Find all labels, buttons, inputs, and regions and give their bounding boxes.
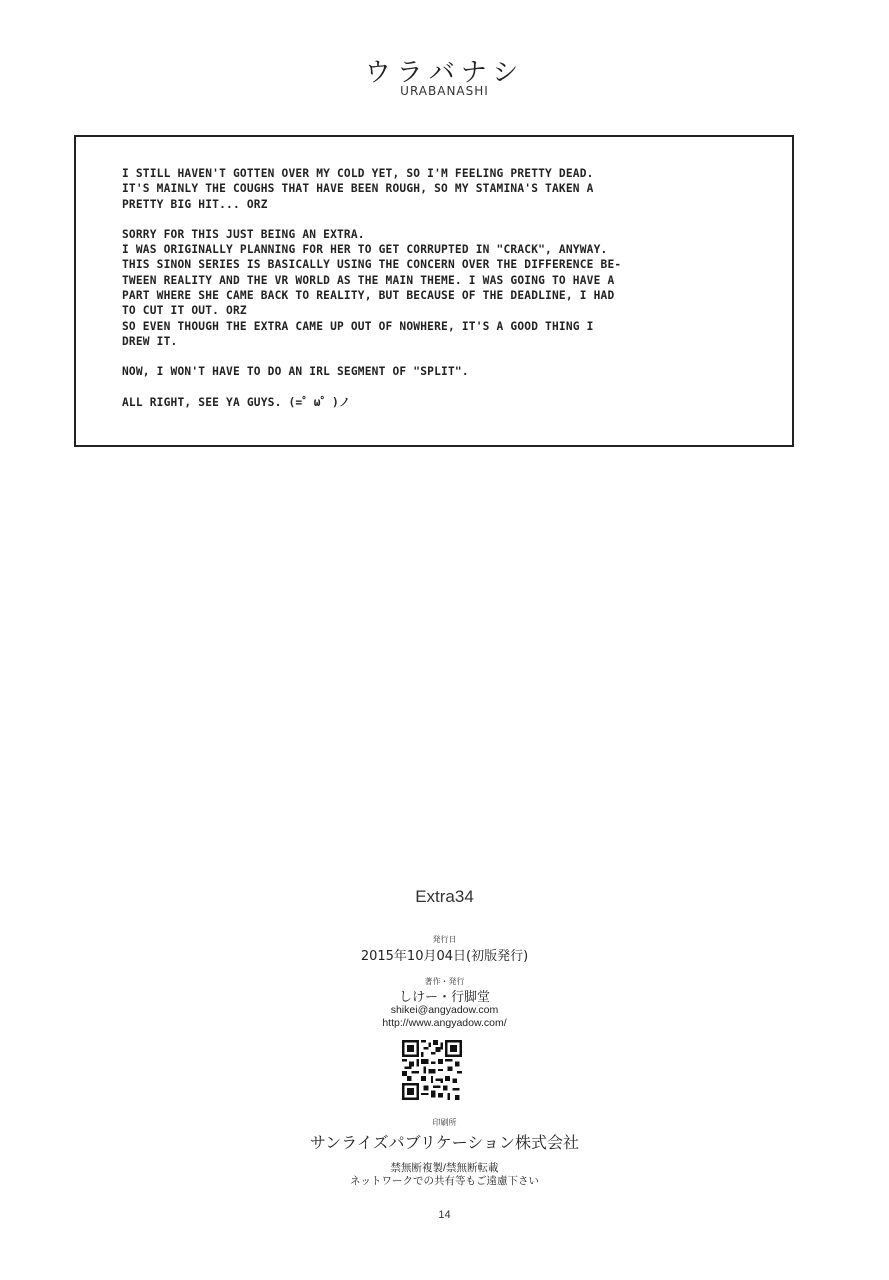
issue-date: 2015年10月04日(初版発行) — [360, 949, 529, 964]
afterword-paragraph: NOW, I WON'T HAVE TO DO AN IRL SEGMENT OF "SPLIT". — [122, 365, 469, 379]
afterword-text — [122, 166, 762, 425]
page-number: 14 — [438, 1209, 451, 1221]
afterword-paragraph: ALL RIGHT, SEE YA GUYS. (=゜ω゜)ノ — [122, 395, 351, 409]
page-header-japanese: ウラバナシ — [364, 58, 525, 88]
sharing-notice: ネットワークでの共有等もご遠慮下さい — [350, 1175, 539, 1187]
author-label: 著作・発行 — [424, 977, 465, 986]
copyright-notice: 禁無断複製/禁無断転載 — [390, 1162, 499, 1174]
page-header-romaji: URABANASHI — [400, 84, 489, 98]
author-website: http://www.angyadow.com/ — [382, 1017, 507, 1029]
book-title: Extra34 — [415, 887, 474, 906]
printer-label: 印刷所 — [432, 1118, 457, 1127]
qr-code — [402, 1040, 462, 1100]
afterword-paragraph: I STILL HAVEN'T GOTTEN OVER MY COLD YET, SO I'M FEELING PRETTY DEAD. IT'S MAINLY THE COUGHS THAT HAVE BEEN ROUGH, SO MY STAMINA'S TAKEN A PRETTY BIG HIT... ORZ — [122, 167, 594, 211]
author-email: shikei@angyadow.com — [390, 1004, 499, 1016]
printer-name: サンライズパブリケーション株式会社 — [310, 1133, 579, 1152]
afterword-box — [74, 135, 794, 447]
author-name: しけー・行脚堂 — [398, 990, 490, 1005]
issue-date-label: 発行日 — [432, 935, 457, 944]
afterword-paragraph: SORRY FOR THIS JUST BEING AN EXTRA. I WAS ORIGINALLY PLANNING FOR HER TO GET CORRUPTED IN "CRACK", ANYWAY. THIS SINON SERIES IS BASICALLY USING THE CONCERN OVER THE DIFFERENCE BE- TWEEN REALITY AND THE VR WORLD AS THE MAIN THEME. I WAS GOING TO HAVE A PART WHERE SHE CAME BACK TO REALITY, BUT BECAUSE OF THE DEADLINE, I HAD TO CUT IT OUT. ORZ SO EVEN THOUGH THE EXTRA CAME UP OUT OF NOWHERE, IT'S A GOOD THING I DREW IT. — [122, 227, 622, 348]
